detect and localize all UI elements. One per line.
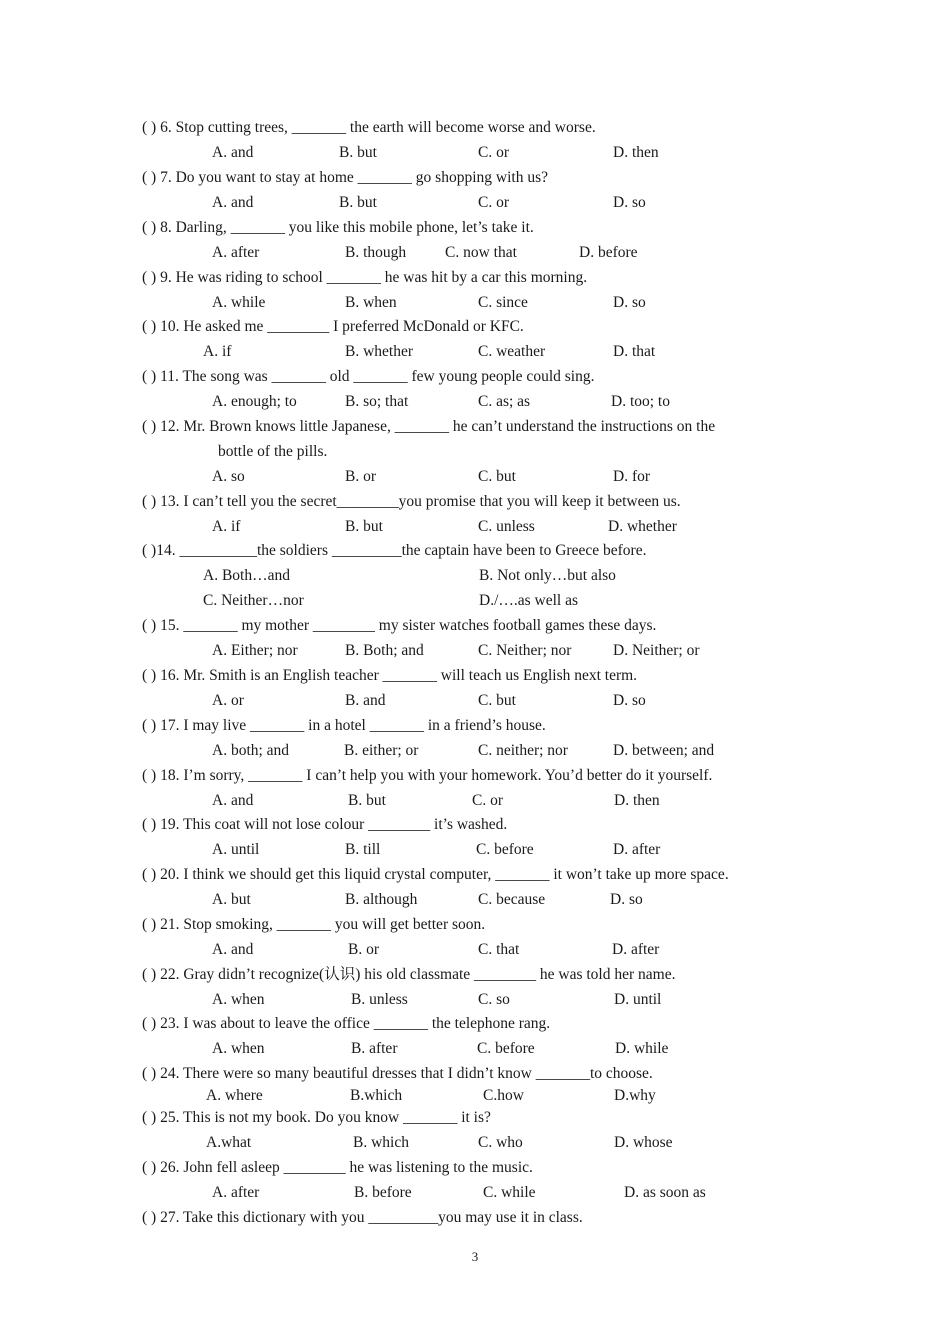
page-number: 3 [471,1249,479,1264]
answer-option: A. if [212,518,241,535]
answer-option: C. or [478,144,509,161]
answer-option: D. so [610,891,643,908]
question-text: ( ) 15. _______ my mother ________ my sister watches football games these days. [142,617,657,634]
answer-option: A.what [206,1134,252,1151]
question-text: ( ) 9. He was riding to school _______ he was hit by a car this morning. [142,269,588,286]
answer-option: B. though [345,244,407,261]
question-text: ( ) 11. The song was _______ old _______ few young people could sing. [142,368,595,385]
answer-option: C. that [478,941,520,958]
answer-option: B. which [353,1134,409,1151]
answer-option: A. and [212,941,254,958]
answer-option: D. between; and [613,742,715,759]
answer-option: D. until [614,991,662,1008]
answer-option: C. unless [478,518,535,535]
question-text: ( ) 6. Stop cutting trees, _______ the earth will become worse and worse. [142,119,596,136]
answer-option: D. that [613,343,656,360]
answer-option: D. Neither; or [613,642,700,659]
answer-option: D. while [615,1040,669,1057]
answer-option: B. although [345,891,418,908]
question-text: ( ) 17. I may live _______ in a hotel _______ in a friend’s house. [142,717,546,734]
answer-option: C. who [478,1134,523,1151]
answer-option: D./….as well as [479,592,579,609]
answer-option: A. Both…and [203,567,290,584]
answer-option: B. but [345,518,383,535]
answer-option: C. while [483,1184,536,1201]
answer-option: C. Neither; nor [478,642,572,659]
answer-option: B. before [354,1184,412,1201]
answer-option: B. or [348,941,379,958]
answer-option: C. Neither…nor [203,592,304,609]
question-text: ( ) 26. John fell asleep ________ he was listening to the music. [142,1159,533,1176]
answer-option: B. Not only…but also [479,567,616,584]
answer-option: B. but [339,194,377,211]
answer-option: D. so [613,194,646,211]
answer-option: A. and [212,144,254,161]
answer-option: A. and [212,194,254,211]
answer-option: A. where [206,1087,263,1104]
answer-option: A. while [212,294,266,311]
question-text: ( ) 20. I think we should get this liquid crystal computer, _______ it won’t take up more space. [142,866,729,883]
answer-option: D. so [613,294,646,311]
question-text: ( ) 10. He asked me ________ I preferred McDonald or KFC. [142,318,524,335]
answer-option: C. because [478,891,546,908]
answer-option: C. or [472,792,503,809]
answer-option: A. and [212,792,254,809]
answer-option: C. as; as [478,393,531,410]
question-text: ( ) 21. Stop smoking, _______ you will get better soon. [142,916,486,933]
answer-option: B. till [345,841,381,858]
answer-option: A. when [212,991,265,1008]
question-text: ( ) 8. Darling, _______ you like this mobile phone, let’s take it. [142,219,534,236]
answer-option: B. unless [351,991,408,1008]
answer-option: D. for [613,468,651,485]
answer-option: D. as soon as [624,1184,706,1201]
answer-option: D. whose [614,1134,673,1151]
question-text: ( )14. __________the soldiers _________the captain have been to Greece before. [142,542,647,559]
answer-option: B. so; that [345,393,409,410]
answer-option: B. but [339,144,377,161]
answer-option: D. after [612,941,660,958]
answer-option: D. too; to [611,393,670,410]
answer-option: B. but [348,792,386,809]
answer-option: A. after [212,244,260,261]
question-text: ( ) 13. I can’t tell you the secret________you promise that you will keep it between us. [142,493,681,510]
answer-option: D. before [579,244,638,261]
answer-option: C. since [478,294,528,311]
answer-option: A. so [212,468,245,485]
answer-option: A. after [212,1184,260,1201]
answer-option: C. weather [478,343,546,360]
question-text: ( ) 19. This coat will not lose colour ________ it’s washed. [142,816,508,833]
answer-option: D. after [613,841,661,858]
answer-option: D. whether [608,518,677,535]
answer-option: A. when [212,1040,265,1057]
answer-option: C. or [478,194,509,211]
answer-option: B. whether [345,343,414,360]
answer-option: B.which [350,1087,403,1104]
answer-option: B. after [351,1040,398,1057]
answer-option: D. then [614,792,660,809]
answer-option: A. Either; nor [212,642,298,659]
answer-option: C. before [477,1040,535,1057]
answer-option: C. now that [445,244,517,261]
question-text: ( ) 7. Do you want to stay at home _______ go shopping with us? [142,169,548,186]
answer-option: A. if [203,343,232,360]
answer-option: A. but [212,891,251,908]
answer-option: B. when [345,294,397,311]
answer-option: C. so [478,991,510,1008]
answer-option: A. or [212,692,244,709]
answer-option: B. or [345,468,376,485]
answer-option: D. then [613,144,659,161]
answer-option: C. neither; nor [478,742,568,759]
question-text: ( ) 27. Take this dictionary with you _________you may use it in class. [142,1209,583,1226]
answer-option: D. so [613,692,646,709]
answer-option: D.why [614,1087,656,1104]
answer-option: A. both; and [212,742,290,759]
question-text: bottle of the pills. [218,443,328,460]
question-text: ( ) 23. I was about to leave the office _______ the telephone rang. [142,1015,551,1032]
answer-option: C.how [483,1087,524,1104]
question-text: ( ) 18. I’m sorry, _______ I can’t help you with your homework. You’d better do it yourself. [142,767,713,784]
answer-option: B. either; or [344,742,419,759]
question-text: ( ) 12. Mr. Brown knows little Japanese, _______ he can’t understand the instructions on the [142,418,716,435]
answer-option: C. but [478,692,516,709]
question-text: ( ) 16. Mr. Smith is an English teacher _______ will teach us English next term. [142,667,638,684]
answer-option: B. and [345,692,386,709]
answer-option: C. before [476,841,534,858]
question-text: ( ) 22. Gray didn’t recognize(认识) his old classmate ________ he was told her name. [142,966,676,983]
answer-option: B. Both; and [345,642,424,659]
question-text: ( ) 24. There were so many beautiful dresses that I didn’t know _______to choose. [142,1065,653,1082]
answer-option: A. enough; to [212,393,297,410]
question-text: ( ) 25. This is not my book. Do you know _______ it is? [142,1109,491,1126]
answer-option: C. but [478,468,516,485]
answer-option: A. until [212,841,260,858]
